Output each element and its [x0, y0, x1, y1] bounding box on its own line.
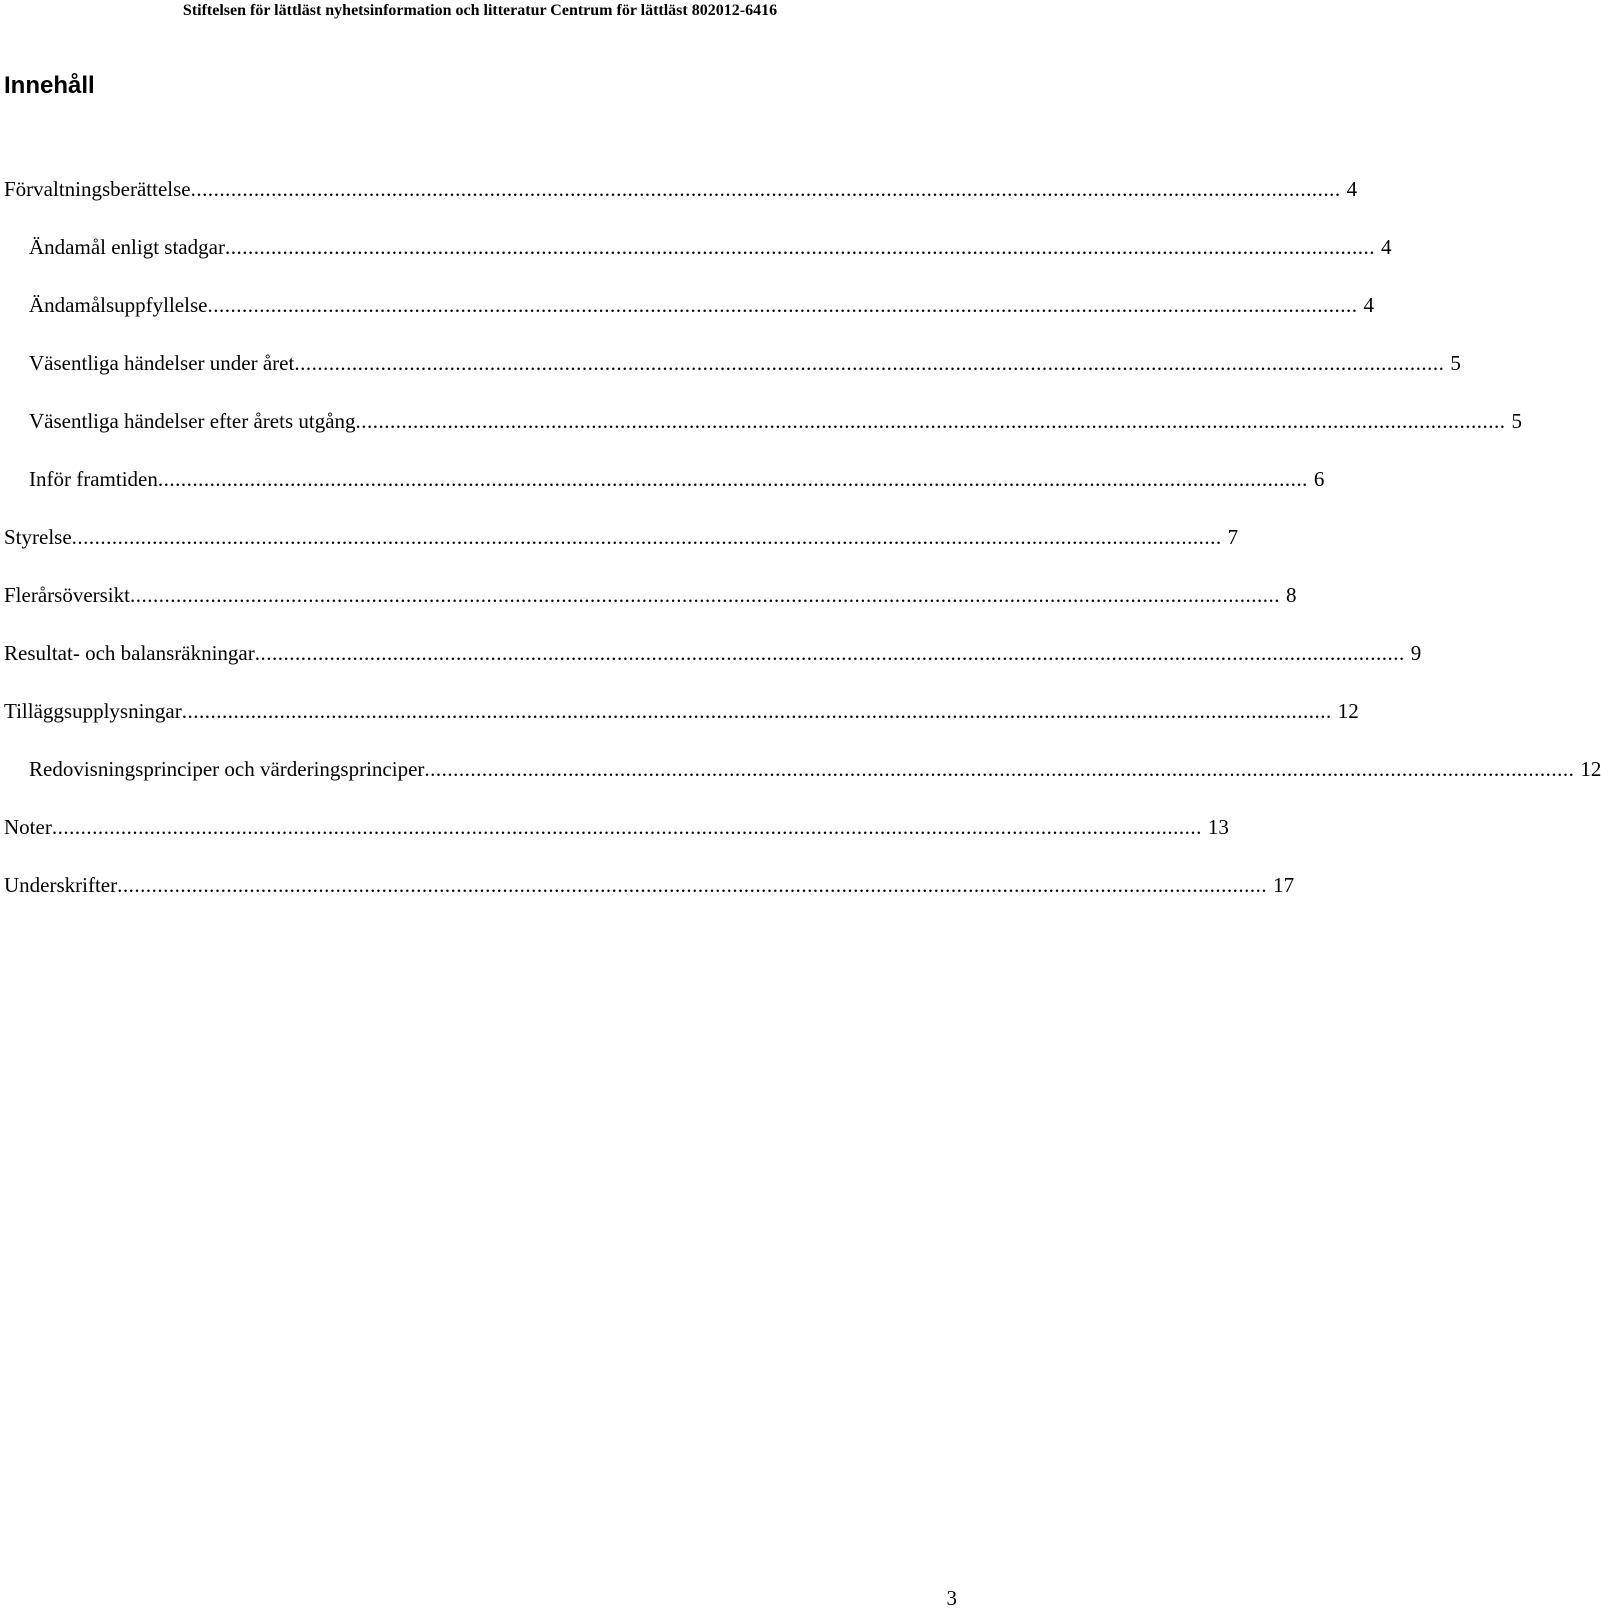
- toc-entry-label: Flerårsöversikt: [4, 583, 130, 607]
- toc-entry-page: 12: [1580, 757, 1601, 781]
- running-header: Stiftelsen för lättläst nyhetsinformation och litteratur Centrum för lättläst 802012-6416: [182, 2, 778, 19]
- dot-leader: ........................................................................................................................................................................................................: [294, 351, 1445, 375]
- dot-leader: ........................................................................................................................................................................................................: [224, 235, 1375, 259]
- toc-entry[interactable]: [4, 582, 1297, 640]
- toc-entry-label: Underskrifter: [4, 873, 118, 897]
- toc-entry-page: 4: [1346, 177, 1358, 201]
- toc-entry-label: Styrelse: [4, 525, 72, 549]
- dot-leader: ........................................................................................................................................................................................................: [51, 815, 1202, 839]
- toc-entry-label: Redovisningsprinciper och värderingsprinciper: [29, 757, 425, 781]
- dot-leader: ........................................................................................................................................................................................................: [181, 699, 1332, 723]
- toc-entry-page: 13: [1207, 815, 1229, 839]
- dot-leader: ........................................................................................................................................................................................................: [207, 293, 1358, 317]
- toc-entry[interactable]: [4, 524, 1239, 582]
- toc-entry[interactable]: [4, 408, 1523, 466]
- dot-leader: ........................................................................................................................................................................................................: [117, 873, 1268, 897]
- toc-entry-page: 4: [1363, 293, 1374, 317]
- dot-leader: ........................................................................................................................................................................................................: [254, 641, 1405, 665]
- toc-entry-page: 5: [1511, 409, 1523, 433]
- toc-entry-page: 12: [1337, 699, 1359, 723]
- toc-entry[interactable]: [4, 698, 1359, 756]
- toc-entry[interactable]: [4, 872, 1295, 930]
- page-title: Innehåll: [4, 72, 95, 99]
- toc-entry-page: 6: [1313, 467, 1325, 491]
- toc-entry[interactable]: [4, 234, 1392, 292]
- dot-leader: ........................................................................................................................................................................................................: [190, 177, 1341, 201]
- toc-entry-page: 7: [1227, 525, 1239, 549]
- dot-leader: ........................................................................................................................................................................................................: [424, 757, 1575, 781]
- toc-entry-label: Inför framtiden: [29, 467, 158, 491]
- dot-leader: ........................................................................................................................................................................................................: [355, 409, 1506, 433]
- toc-entry[interactable]: [4, 350, 1461, 408]
- toc-entry-label: Ändamål enligt stadgar: [29, 235, 225, 259]
- toc-entry-label: Väsentliga händelser under året: [29, 351, 295, 375]
- toc-entry-label: Noter: [4, 815, 52, 839]
- dot-leader: ........................................................................................................................................................................................................: [157, 467, 1308, 491]
- page-number: 3: [946, 1586, 957, 1610]
- toc-entry-label: Resultat- och balansräkningar: [4, 641, 255, 665]
- toc-entry-label: Förvaltningsberättelse: [4, 177, 191, 201]
- toc-entry-label: Tilläggsupplysningar: [4, 699, 182, 723]
- toc-entry[interactable]: [4, 756, 1601, 814]
- table-of-contents: [4, 176, 1601, 930]
- toc-entry-page: 8: [1285, 583, 1297, 607]
- toc-entry[interactable]: [4, 466, 1325, 524]
- toc-entry-page: 4: [1380, 235, 1392, 259]
- toc-entry-page: 5: [1450, 351, 1461, 375]
- toc-entry-label: Ändamålsuppfyllelse: [29, 293, 208, 317]
- toc-entry[interactable]: [4, 292, 1374, 350]
- toc-entry[interactable]: [4, 176, 1358, 234]
- toc-entry-label: Väsentliga händelser efter årets utgång: [29, 409, 356, 433]
- toc-entry[interactable]: [4, 814, 1229, 872]
- toc-entry[interactable]: [4, 640, 1422, 698]
- toc-entry-page: 17: [1273, 873, 1295, 897]
- toc-entry-page: 9: [1410, 641, 1422, 665]
- dot-leader: ........................................................................................................................................................................................................: [71, 525, 1222, 549]
- dot-leader: ........................................................................................................................................................................................................: [129, 583, 1280, 607]
